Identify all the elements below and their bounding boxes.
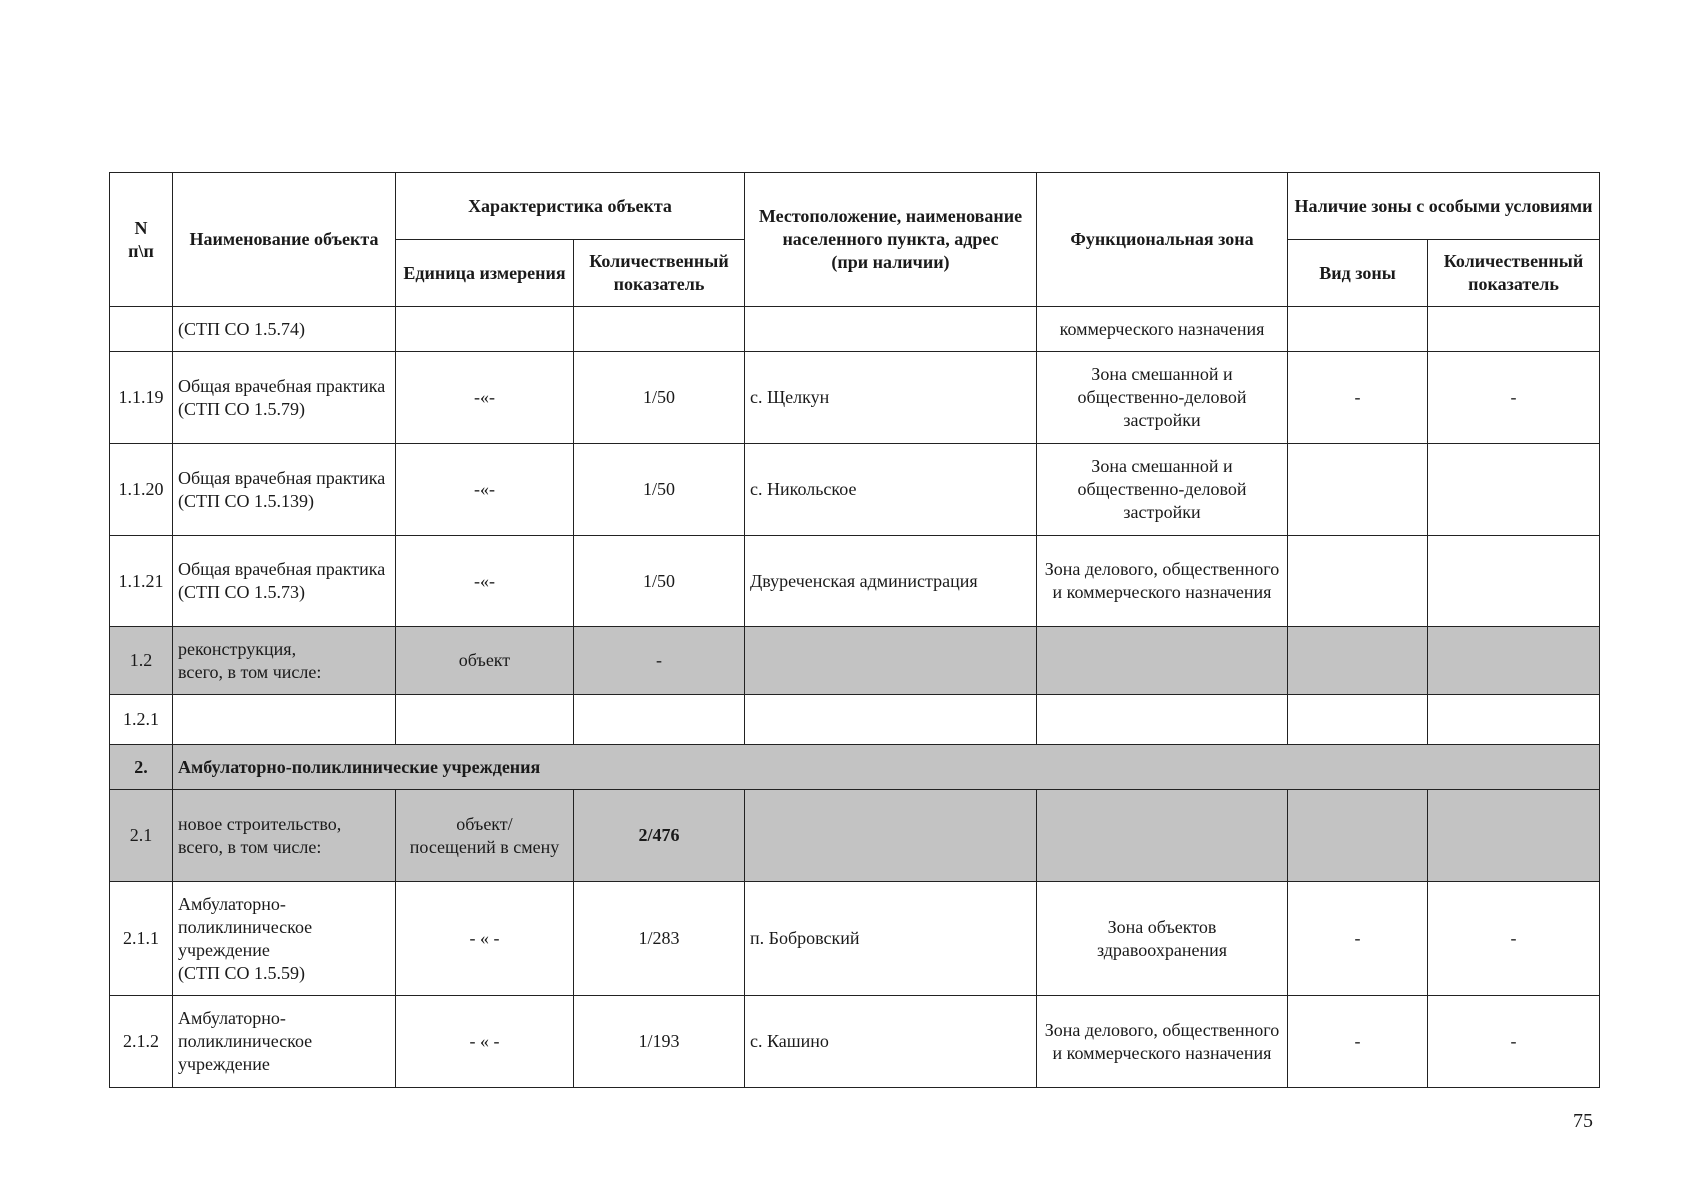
row-zone <box>1037 695 1288 745</box>
header-quantity: Количественный показатель <box>574 240 745 307</box>
row-qty: - <box>574 627 745 695</box>
row-qty: 1/50 <box>574 352 745 444</box>
row-zone-qty <box>1428 790 1600 882</box>
table-row <box>110 790 1600 882</box>
row-zone-type <box>1288 307 1428 352</box>
row-qty <box>574 307 745 352</box>
section-num: 2. <box>110 745 173 790</box>
row-zone: Зона делового, общественного и коммерческого назначения <box>1037 536 1288 627</box>
row-zone-type <box>1288 695 1428 745</box>
header-num: N п\п <box>110 173 173 307</box>
row-num: 2.1.1 <box>110 882 173 996</box>
header-zone-quantity: Количественный показатель <box>1428 240 1600 307</box>
page-number: 75 <box>1573 1110 1593 1132</box>
row-name: новое строительство, всего, в том числе: <box>173 790 396 882</box>
row-num: 1.1.21 <box>110 536 173 627</box>
row-qty: 1/50 <box>574 536 745 627</box>
row-unit: - « - <box>396 996 574 1088</box>
row-zone <box>1037 790 1288 882</box>
row-zone-type <box>1288 444 1428 536</box>
row-zone-qty <box>1428 695 1600 745</box>
table-row <box>110 352 1600 444</box>
row-zone-qty: - <box>1428 352 1600 444</box>
row-zone-type <box>1288 536 1428 627</box>
row-name <box>173 695 396 745</box>
row-qty: 1/50 <box>574 444 745 536</box>
table-row <box>110 444 1600 536</box>
header-location: Местоположение, наименование населенного пункта, адрес (при наличии) <box>745 173 1037 307</box>
row-num: 1.1.19 <box>110 352 173 444</box>
row-zone: коммерческого назначения <box>1037 307 1288 352</box>
header-special-zone: Наличие зоны с особыми условиями <box>1288 173 1600 240</box>
row-location <box>745 307 1037 352</box>
row-qty: 1/193 <box>574 996 745 1088</box>
row-zone-qty <box>1428 627 1600 695</box>
header-characteristic: Характеристика объекта <box>396 173 745 240</box>
row-num: 2.1.2 <box>110 996 173 1088</box>
row-unit: -«- <box>396 352 574 444</box>
row-location: п. Бобровский <box>745 882 1037 996</box>
header-unit: Единица измерения <box>396 240 574 307</box>
objects-table <box>109 172 1600 1088</box>
row-name: Амбулаторно-поликлиническое учреждение (СТП СО 1.5.59) <box>173 882 396 996</box>
row-num: 1.1.20 <box>110 444 173 536</box>
row-zone-qty: - <box>1428 882 1600 996</box>
row-location <box>745 790 1037 882</box>
table-row <box>110 695 1600 745</box>
table-row <box>110 627 1600 695</box>
row-unit: объект <box>396 627 574 695</box>
row-zone-qty <box>1428 536 1600 627</box>
row-location <box>745 695 1037 745</box>
row-name: Амбулаторно-поликлиническое учреждение <box>173 996 396 1088</box>
row-unit: -«- <box>396 536 574 627</box>
row-location: Двуреченская администрация <box>745 536 1037 627</box>
row-zone <box>1037 627 1288 695</box>
row-num: 2.1 <box>110 790 173 882</box>
row-zone-type: - <box>1288 352 1428 444</box>
row-zone-qty: - <box>1428 996 1600 1088</box>
row-zone-type <box>1288 627 1428 695</box>
row-zone-qty <box>1428 307 1600 352</box>
row-name: Общая врачебная практика (СТП СО 1.5.79) <box>173 352 396 444</box>
table-row <box>110 307 1600 352</box>
row-name: (СТП СО 1.5.74) <box>173 307 396 352</box>
row-qty: 2/476 <box>574 790 745 882</box>
row-zone: Зона делового, общественного и коммерческого назначения <box>1037 996 1288 1088</box>
row-zone-type: - <box>1288 996 1428 1088</box>
row-location: с. Щелкун <box>745 352 1037 444</box>
section-row <box>110 745 1600 790</box>
row-num <box>110 307 173 352</box>
row-unit: объект/ посещений в смену <box>396 790 574 882</box>
row-name: реконструкция, всего, в том числе: <box>173 627 396 695</box>
row-zone: Зона смешанной и общественно-деловой застройки <box>1037 352 1288 444</box>
header-functional-zone: Функциональная зона <box>1037 173 1288 307</box>
row-num: 1.2.1 <box>110 695 173 745</box>
row-unit: - « - <box>396 882 574 996</box>
row-location: с. Кашино <box>745 996 1037 1088</box>
row-qty <box>574 695 745 745</box>
table-row <box>110 996 1600 1088</box>
table-row <box>110 882 1600 996</box>
row-zone: Зона объектов здравоохранения <box>1037 882 1288 996</box>
row-zone: Зона смешанной и общественно-деловой застройки <box>1037 444 1288 536</box>
row-num: 1.2 <box>110 627 173 695</box>
row-name: Общая врачебная практика (СТП СО 1.5.73) <box>173 536 396 627</box>
row-zone-type: - <box>1288 882 1428 996</box>
row-zone-qty <box>1428 444 1600 536</box>
section-title: Амбулаторно-поликлинические учреждения <box>173 745 1600 790</box>
row-qty: 1/283 <box>574 882 745 996</box>
table-row <box>110 536 1600 627</box>
row-unit: -«- <box>396 444 574 536</box>
row-unit <box>396 307 574 352</box>
header-name: Наименование объекта <box>173 173 396 307</box>
row-location: с. Никольское <box>745 444 1037 536</box>
row-name: Общая врачебная практика (СТП СО 1.5.139) <box>173 444 396 536</box>
row-zone-type <box>1288 790 1428 882</box>
header-zone-type: Вид зоны <box>1288 240 1428 307</box>
row-unit <box>396 695 574 745</box>
row-location <box>745 627 1037 695</box>
